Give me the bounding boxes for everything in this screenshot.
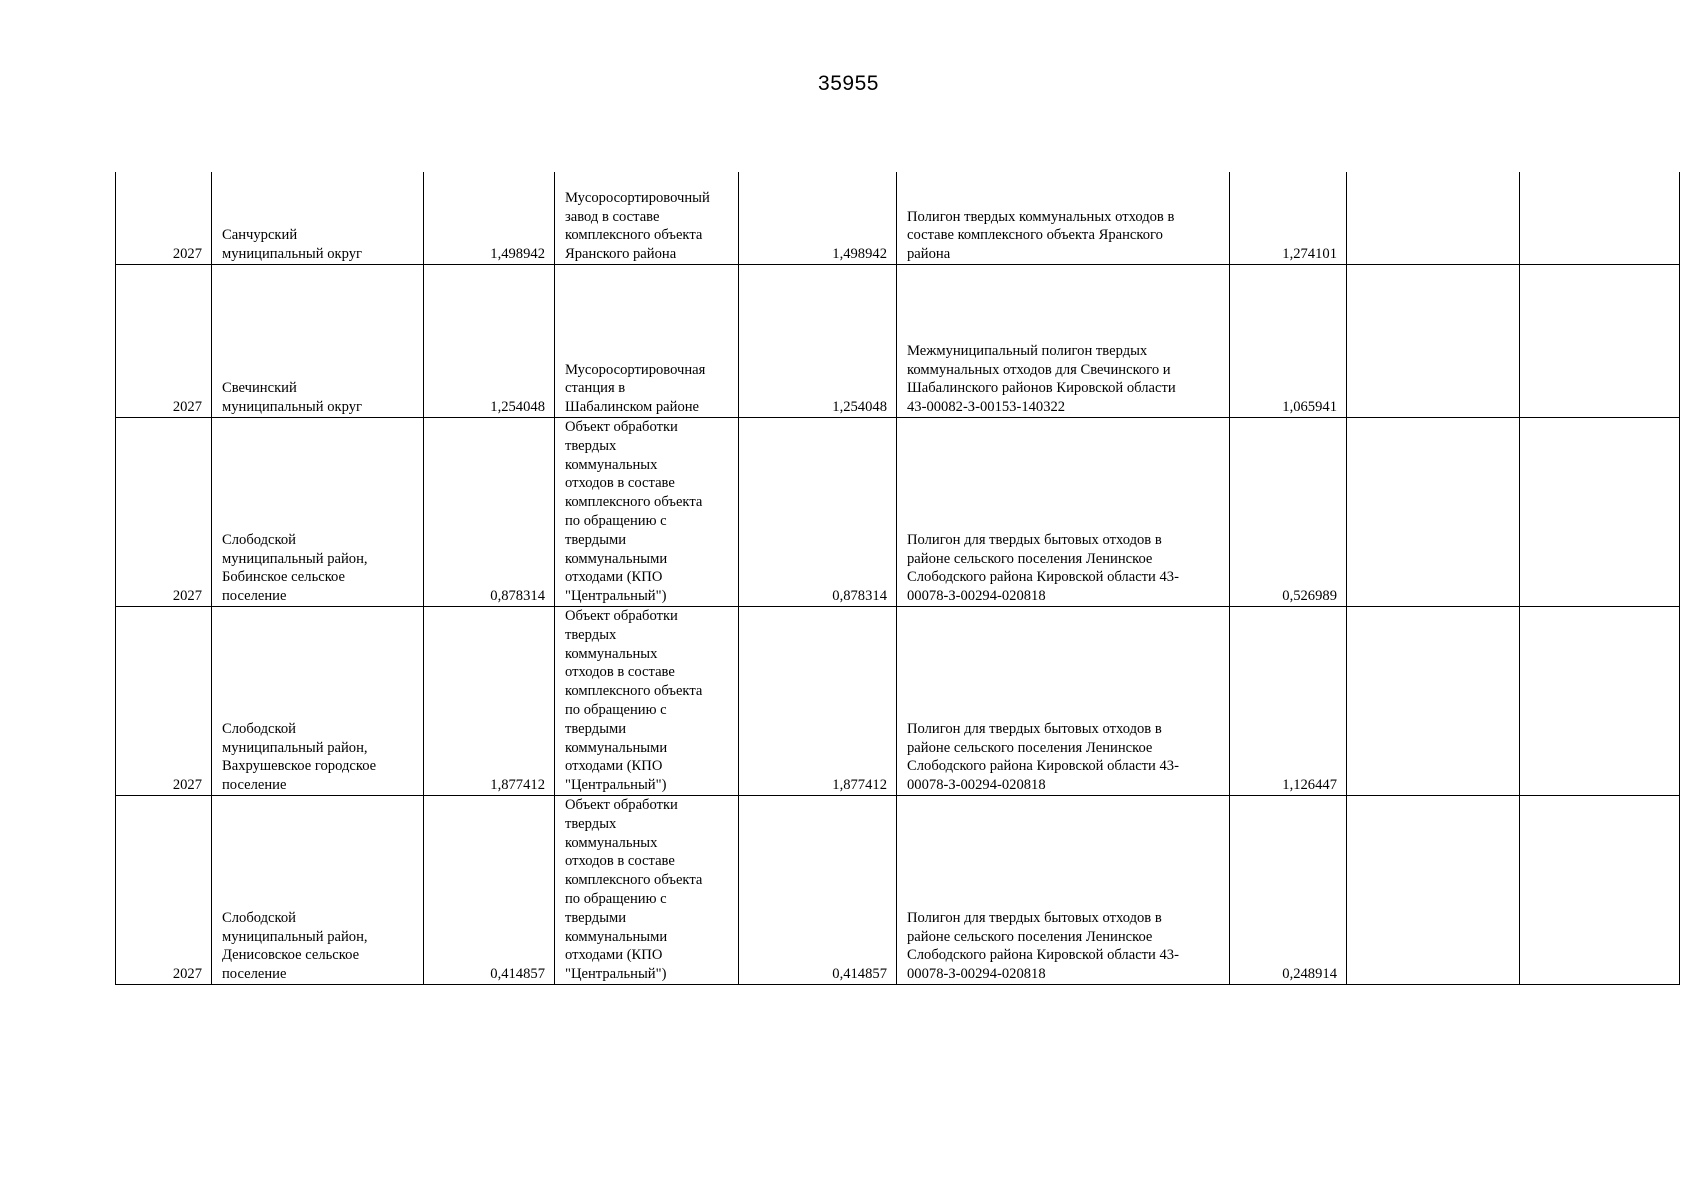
year-cell: 2027 — [116, 172, 212, 265]
landfill-cell: Межмуниципальный полигон твердых коммунальных отходов для Свечинского и Шабалинского районов Кировской области 43-00082-З-00153-140322 — [897, 265, 1230, 418]
municipality-cell: Свечинский муниципальный округ — [212, 265, 424, 418]
table-row — [116, 795, 1680, 984]
table-row — [116, 606, 1680, 795]
landfill-volume-cell: 1,126447 — [1230, 606, 1347, 795]
volume-cell: 1,877412 — [424, 606, 555, 795]
facility-cell: Объект обработки твердых коммунальных отходов в составе комплексного объекта по обращению с твердыми коммунальными отходами (КПО "Центральный") — [555, 606, 739, 795]
facility-cell: Мусоросортировочный завод в составе комплексного объекта Яранского района — [555, 172, 739, 265]
landfill-cell: Полигон твердых коммунальных отходов в составе комплексного объекта Яранского района — [897, 172, 1230, 265]
empty-cell — [1520, 795, 1680, 984]
empty-cell — [1520, 418, 1680, 607]
facility-volume-cell: 1,877412 — [739, 606, 897, 795]
volume-cell: 0,878314 — [424, 418, 555, 607]
landfill-cell: Полигон для твердых бытовых отходов в районе сельского поселения Ленинское Слободского района Кировской области 43- 00078-З-00294-020818 — [897, 606, 1230, 795]
municipality-cell: Санчурский муниципальный округ — [212, 172, 424, 265]
year-cell: 2027 — [116, 418, 212, 607]
volume-cell: 1,254048 — [424, 265, 555, 418]
facility-volume-cell: 0,878314 — [739, 418, 897, 607]
facility-cell: Мусоросортировочная станция в Шабалинском районе — [555, 265, 739, 418]
volume-cell: 1,498942 — [424, 172, 555, 265]
facility-volume-cell: 1,498942 — [739, 172, 897, 265]
facility-volume-cell: 0,414857 — [739, 795, 897, 984]
facility-cell: Объект обработки твердых коммунальных отходов в составе комплексного объекта по обращению с твердыми коммунальными отходами (КПО "Центральный") — [555, 418, 739, 607]
empty-cell — [1520, 265, 1680, 418]
empty-cell — [1347, 418, 1520, 607]
table-row — [116, 418, 1680, 607]
landfill-volume-cell: 1,065941 — [1230, 265, 1347, 418]
waste-flow-table — [115, 172, 1680, 985]
empty-cell — [1520, 172, 1680, 265]
municipality-cell: Слободской муниципальный район, Денисовское сельское поселение — [212, 795, 424, 984]
year-cell: 2027 — [116, 606, 212, 795]
empty-cell — [1347, 606, 1520, 795]
landfill-volume-cell: 0,248914 — [1230, 795, 1347, 984]
table-row — [116, 265, 1680, 418]
empty-cell — [1347, 795, 1520, 984]
empty-cell — [1347, 172, 1520, 265]
table-row — [116, 172, 1680, 265]
volume-cell: 0,414857 — [424, 795, 555, 984]
empty-cell — [1520, 606, 1680, 795]
year-cell: 2027 — [116, 795, 212, 984]
page-number: 35955 — [818, 72, 879, 95]
landfill-cell: Полигон для твердых бытовых отходов в районе сельского поселения Ленинское Слободского района Кировской области 43- 00078-З-00294-020818 — [897, 795, 1230, 984]
facility-volume-cell: 1,254048 — [739, 265, 897, 418]
municipality-cell: Слободской муниципальный район, Вахрушевское городское поселение — [212, 606, 424, 795]
landfill-volume-cell: 0,526989 — [1230, 418, 1347, 607]
municipality-cell: Слободской муниципальный район, Бобинское сельское поселение — [212, 418, 424, 607]
landfill-volume-cell: 1,274101 — [1230, 172, 1347, 265]
empty-cell — [1347, 265, 1520, 418]
landfill-cell: Полигон для твердых бытовых отходов в районе сельского поселения Ленинское Слободского района Кировской области 43- 00078-З-00294-020818 — [897, 418, 1230, 607]
year-cell: 2027 — [116, 265, 212, 418]
facility-cell: Объект обработки твердых коммунальных отходов в составе комплексного объекта по обращению с твердыми коммунальными отходами (КПО "Центральный") — [555, 795, 739, 984]
